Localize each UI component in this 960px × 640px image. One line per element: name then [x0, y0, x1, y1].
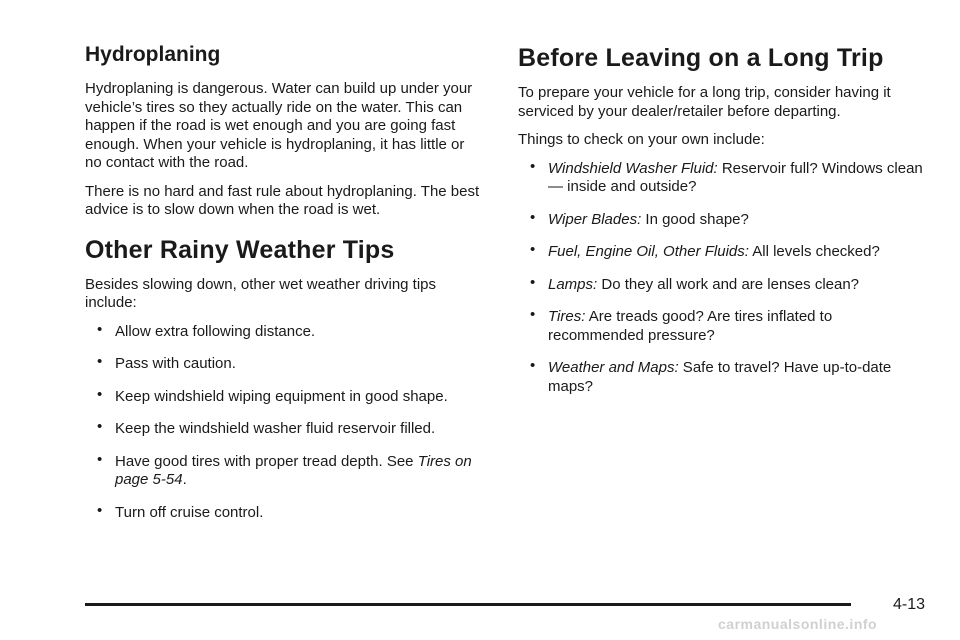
list-item: • Tires: Are treads good? Are tires inflated to recommended pressure? — [530, 306, 833, 344]
list-item: • Fuel, Engine Oil, Other Fluids: All levels checked? — [530, 241, 880, 260]
list-item: • Turn off cruise control. — [97, 501, 264, 521]
checklist — [518, 157, 928, 397]
bullet-icon: • — [97, 450, 103, 468]
list-item: • Lamps: Do they all work and are lenses clean? — [530, 273, 860, 293]
bullet-icon: • — [530, 157, 536, 175]
list-item: • Windshield Washer Fluid: Reservoir full? Windows clean — inside and outside? — [530, 157, 923, 195]
page-number: 4-13 — [893, 596, 926, 613]
bullet-icon: • — [97, 320, 103, 338]
paragraph: There is no hard and fast rule about hydroplaning. The best advice is to slow down when the road is wet. — [85, 182, 480, 218]
section-heading-hydroplaning: Hydroplaning — [85, 43, 221, 66]
list-item: • Allow extra following distance. — [97, 320, 316, 340]
section-heading-long-trip: Before Leaving on a Long Trip — [518, 44, 884, 72]
bullet-icon: • — [530, 241, 536, 258]
left-column — [85, 42, 485, 536]
list-item: • Weather and Maps: Safe to travel? Have up-to-date maps? — [530, 357, 892, 395]
list-item: • Keep the windshield washer fluid reservoir filled. — [97, 418, 436, 437]
bullet-icon: • — [97, 418, 103, 435]
footer-divider — [85, 603, 851, 606]
page-reference-link[interactable]: Tires on page 5-54 — [115, 452, 472, 488]
right-column — [518, 42, 928, 410]
paragraph: Things to check on your own include: — [518, 131, 765, 148]
bullet-icon: • — [97, 385, 103, 403]
bullet-icon: • — [530, 208, 536, 226]
paragraph: Hydroplaning is dangerous. Water can build up under your vehicle’s tires so they actually ride on the water. This can happen if the road is wet enough and you are going fast enough. When your vehicle is hydroplaning, it has little or no contact with the road. — [85, 80, 473, 171]
tips-list — [85, 320, 485, 523]
paragraph: To prepare your vehicle for a long trip, consider having it serviced by your dealer/retailer before departing. — [518, 84, 891, 120]
list-item: • Pass with caution. — [97, 353, 236, 372]
bullet-icon: • — [97, 501, 103, 519]
bullet-icon: • — [530, 306, 536, 323]
watermark: carmanualsonline.info — [718, 616, 878, 632]
bullet-icon: • — [97, 353, 103, 370]
list-item: • Have good tires with proper tread depth. See Tires on page 5-54. — [97, 450, 472, 488]
list-item: • Keep windshield wiping equipment in good shape. — [97, 385, 448, 405]
bullet-icon: • — [530, 357, 536, 374]
section-heading-rainy-tips: Other Rainy Weather Tips — [85, 235, 395, 264]
list-item: • Wiper Blades: In good shape? — [530, 208, 749, 228]
paragraph: Besides slowing down, other wet weather driving tips include: — [85, 275, 437, 311]
bullet-icon: • — [530, 273, 536, 291]
